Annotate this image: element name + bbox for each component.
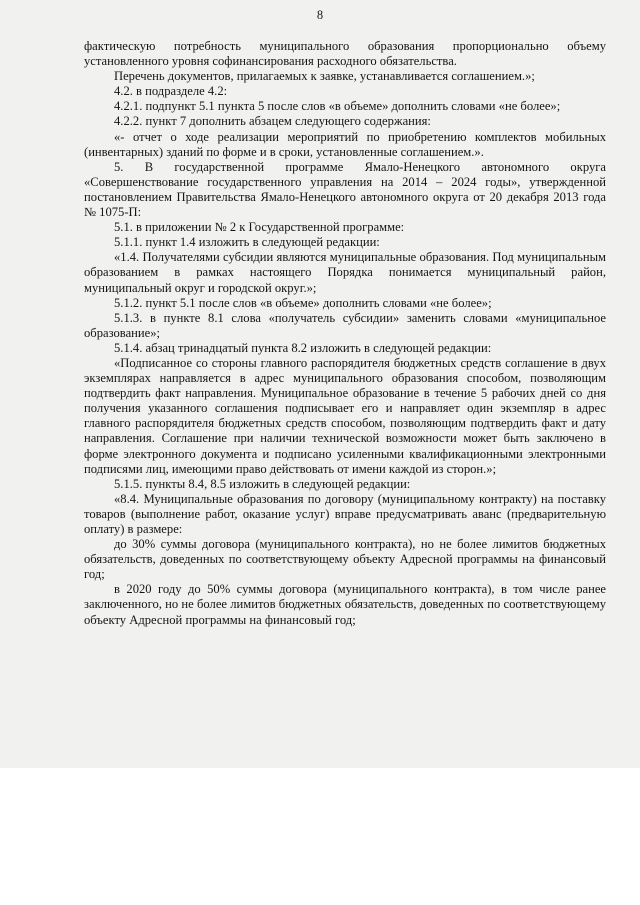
document-body bbox=[84, 39, 606, 628]
paragraph: «8.4. Муниципальные образования по договору (муниципальному контракту) на поставку товаров (выполнение работ, оказание услуг) вправе предусматривать аванс (предварительную оплату) в размере: bbox=[84, 491, 606, 536]
paragraph: до 30% суммы договора (муниципального контракта), но не более лимитов бюджетных обязательств, доведенных по соответствующему объекту Адресной программы на финансовый год; bbox=[84, 537, 606, 582]
paragraph: 4.2.2. пункт 7 дополнить абзацем следующего содержания: bbox=[114, 114, 431, 129]
paragraph: 4.2.1. подпункт 5.1 пункта 5 после слов «в объеме» дополнить словами «не более»; bbox=[114, 99, 561, 114]
paragraph: «Подписанное со стороны главного распорядителя бюджетных средств соглашение в двух экземплярах направляется в адрес муниципального образования способом, позволяющим подтвердить факт направления. Муниципальное образование в течение 5 рабочих дней со дня получения указанного соглашения подписывает его и направляет один экземпляр в адрес главного распорядителя бюджетных средств способом, позволяющим подтвердить факт и дату направления. Соглашение при наличии технической возможности может быть заключено в форме электронного документа и подписано усиленными квалификационными электронными подписями лиц, имеющими право действовать от имени каждой из сторон.»; bbox=[84, 355, 606, 476]
page-number: 8 bbox=[316, 8, 324, 22]
paragraph: Перечень документов, прилагаемых к заявке, устанавливается соглашением.»; bbox=[114, 69, 535, 84]
paragraph: 5.1.5. пункты 8.4, 8.5 изложить в следующей редакции: bbox=[114, 476, 411, 491]
paragraph: 5.1.1. пункт 1.4 изложить в следующей редакции: bbox=[114, 235, 380, 250]
paragraph: 5.1.3. в пункте 8.1 слова «получатель субсидии» заменить словами «муниципальное образование»; bbox=[84, 310, 606, 340]
paragraph: 5.1. в приложении № 2 к Государственной программе: bbox=[114, 220, 405, 235]
paragraph: в 2020 году до 50% суммы договора (муниципального контракта), в том числе ранее заключенного, но не более лимитов бюджетных обязательств, доведенных по соответствующему объекту Адресной программы на финансовый год; bbox=[84, 582, 606, 627]
paragraph: 5.1.4. абзац тринадцатый пункта 8.2 изложить в следующей редакции: bbox=[114, 340, 492, 355]
paragraph: 5. В государственной программе Ямало-Ненецкого автономного округа «Совершенствование государственного управления на 2014 – 2024 годы», утвержденной постановлением Правительства Ямало-Ненецкого автономного округа от 20 декабря 2013 года № 1075-П: bbox=[84, 159, 606, 220]
paragraph: 5.1.2. пункт 5.1 после слов «в объеме» дополнить словами «не более»; bbox=[114, 295, 492, 310]
paragraph: «1.4. Получателями субсидии являются муниципальные образования. Под муниципальным образованием в рамках настоящего Порядка понимается муниципальный район, муниципальный округ и городской округ.»; bbox=[84, 250, 606, 295]
paragraph: 4.2. в подразделе 4.2: bbox=[114, 84, 228, 99]
paragraph: фактическую потребность муниципального образования пропорционально объему установленного уровня софинансирования расходного обязательства. bbox=[84, 39, 606, 69]
paragraph: «- отчет о ходе реализации мероприятий по приобретению комплектов мобильных (инвентарных) зданий по форме и в сроки, установленные соглашением.». bbox=[84, 129, 606, 159]
